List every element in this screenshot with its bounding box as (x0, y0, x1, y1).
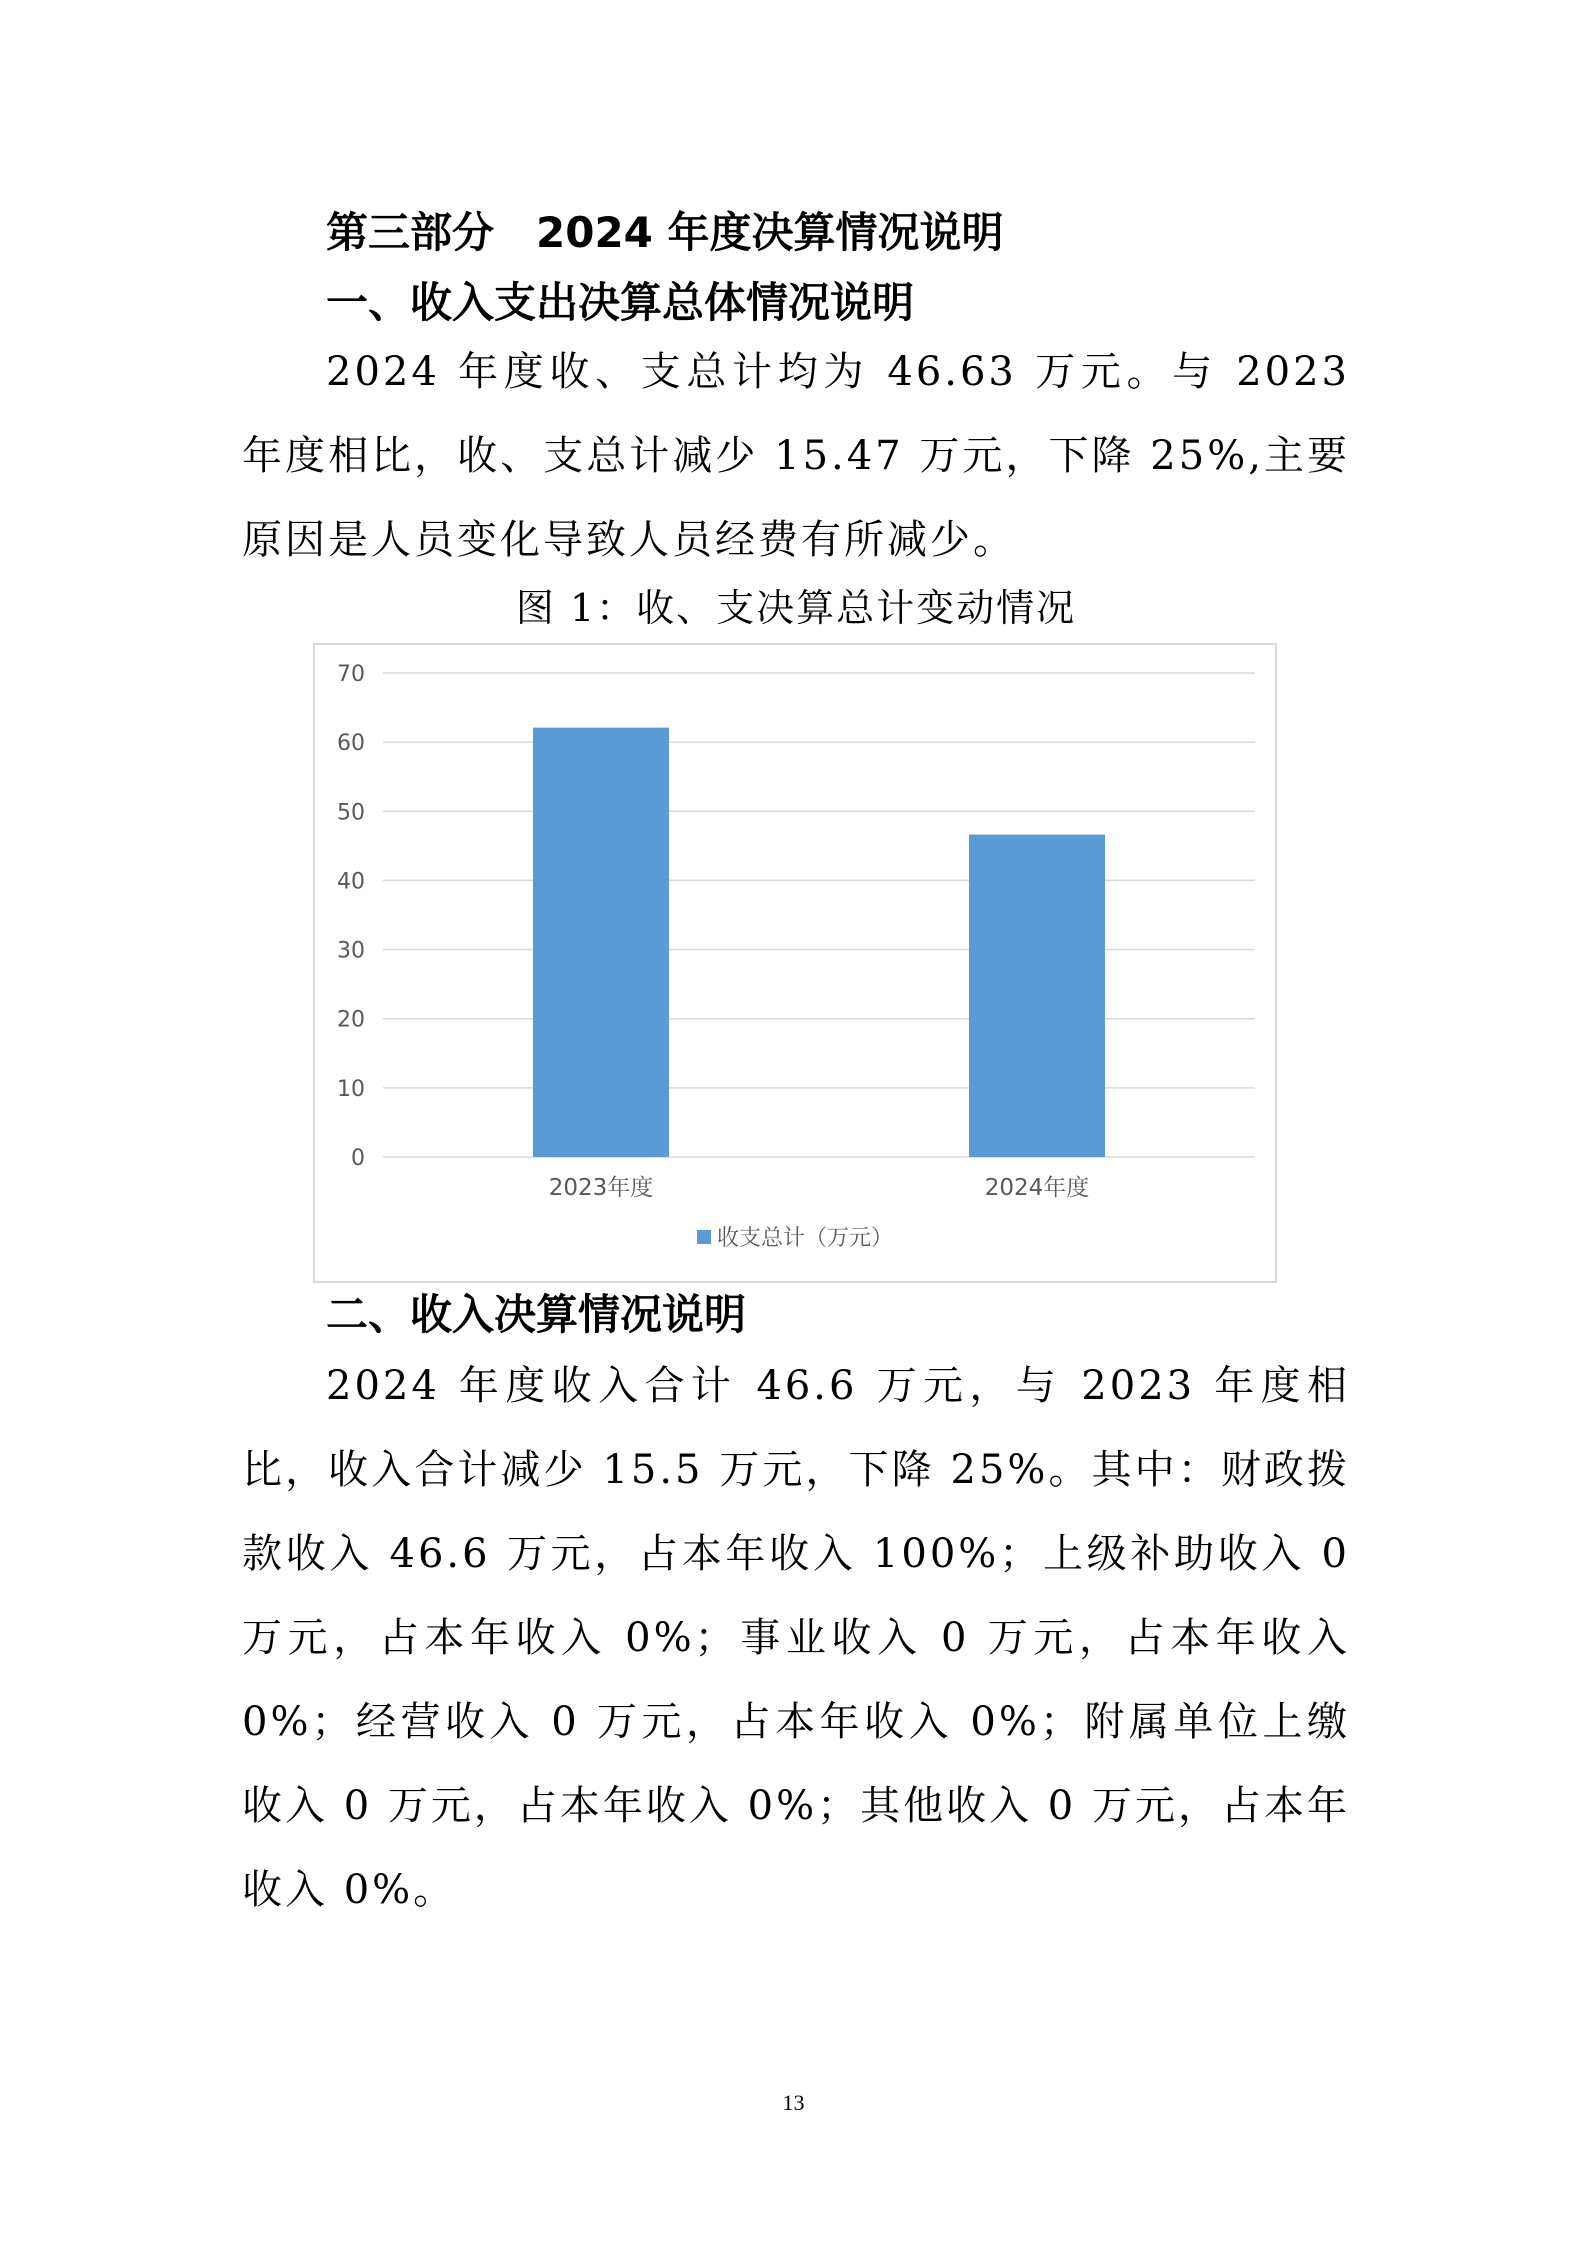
y-tick-label-30: 30 (337, 938, 365, 964)
y-tick-label-60: 60 (337, 731, 365, 757)
x-tick-label-2: 2024年度 (984, 1175, 1090, 1201)
bar-chart (313, 643, 1277, 1283)
y-tick-label-10: 10 (337, 1076, 365, 1102)
y-tick-label-70: 70 (337, 662, 365, 687)
section-1-paragraph: 2024 年度收、支总计均为 46.63 万元。与 2023 年度相比，收、支总计减少 15.47 万元，下降 25%,主要原因是人员变化导致人员经费有所减少。 (242, 349, 1350, 563)
y-tick-label-40: 40 (337, 869, 365, 895)
y-tick-label-20: 20 (337, 1007, 365, 1033)
section-2-paragraph: 2024 年度收入合计 46.6 万元，与 2023 年度相比，收入合计减少 15.5 万元，下降 25%。其中：财政拨款收入 46.6 万元，占本年收入 100%；上级补助收入 0 万元，占本年收入 0%；事业收入 0 万元，占本年收入 0%；经营收入 0 万元，占本年收入 0%；附属单位上缴收入 0 万元，占本年收入 0%；其他收入 0 万元，占本年收入 0%。 (242, 1363, 1350, 1913)
y-tick-label-0: 0 (351, 1146, 365, 1171)
y-tick-label-50: 50 (337, 800, 365, 826)
section-2-heading: 二、收入决算情况说明 (326, 1290, 747, 1339)
bar-chart-svg (315, 645, 1275, 1281)
page-number: 13 (782, 2090, 805, 2115)
legend-label: 收支总计（万元） (717, 1226, 894, 1251)
legend-swatch (697, 1230, 711, 1244)
figure-caption: 图 1：收、支决算总计变动情况 (515, 586, 1077, 630)
bar-2 (969, 835, 1105, 1157)
part-heading: 第三部分 2024 年度决算情况说明 (326, 208, 1004, 257)
bar-1 (533, 728, 669, 1157)
section-1-heading: 一、收入支出决算总体情况说明 (326, 278, 915, 327)
x-tick-label-1: 2023年度 (548, 1175, 654, 1201)
